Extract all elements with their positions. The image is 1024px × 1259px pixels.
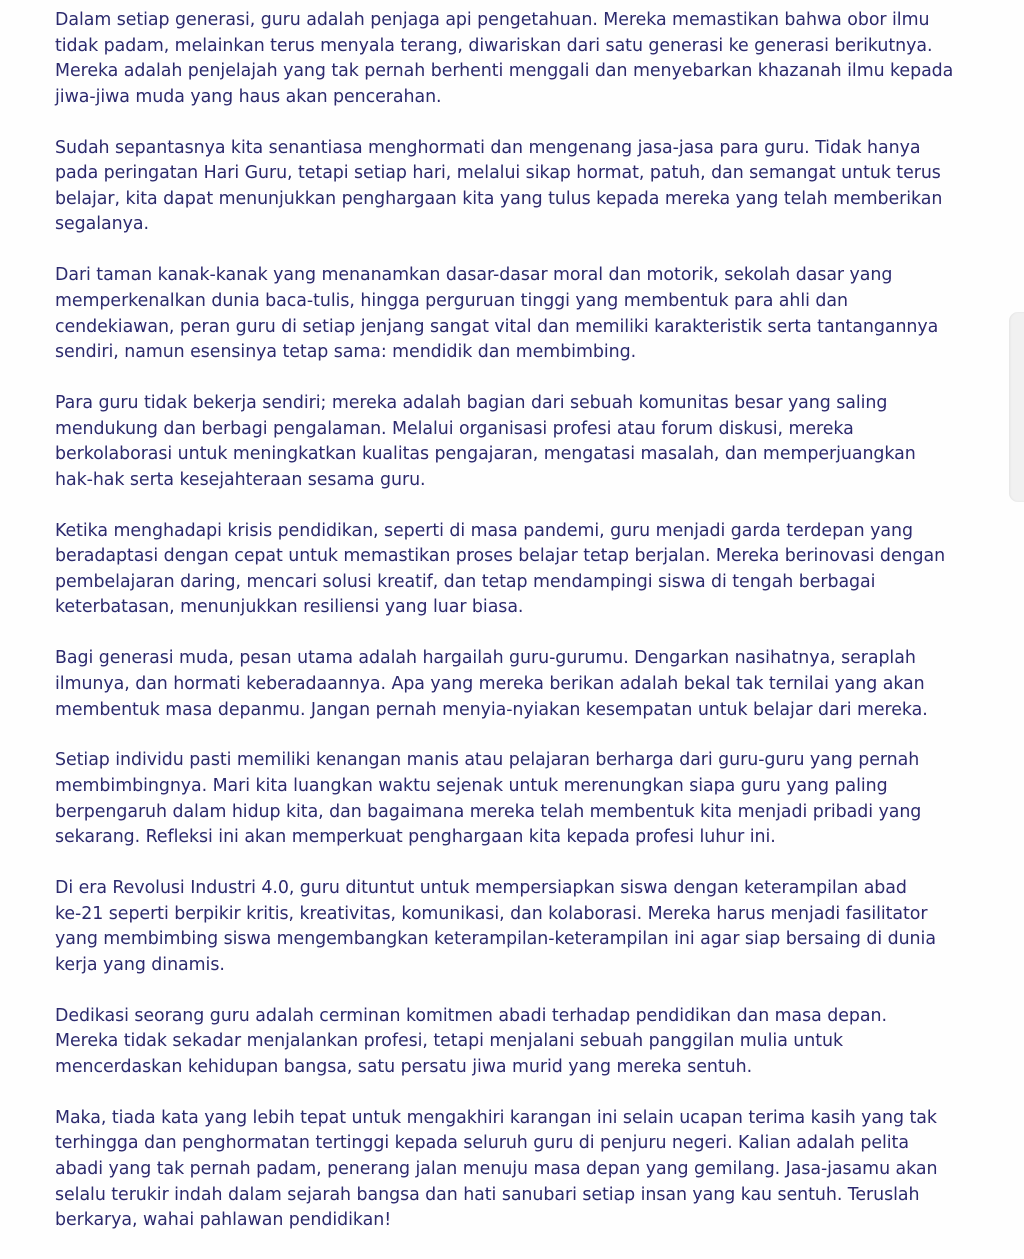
article-body	[55, 8, 990, 1259]
scroll-indicator[interactable]	[1009, 312, 1024, 502]
paragraph-8: Di era Revolusi Industri 4.0, guru dituntut untuk mempersiapkan siswa dengan keterampilan abad ke-21 seperti berpikir kritis, kreativitas, komunikasi, dan kolaborasi. Mereka harus menjadi fasilitator yang membimbing siswa mengembangkan keterampilan-keterampilan ini agar siap bersaing di dunia kerja yang dinamis.	[55, 878, 936, 975]
paragraph-2: Sudah sepantasnya kita senantiasa menghormati dan mengenang jasa-jasa para guru. Tidak hanya pada peringatan Hari Guru, tetapi setiap hari, melalui sikap hormat, patuh, dan semangat untuk terus belajar, kita dapat menunjukkan penghargaan kita yang tulus kepada mereka yang telah memberikan segalanya.	[55, 137, 943, 235]
paragraph-3: Dari taman kanak-kanak yang menanamkan dasar-dasar moral dan motorik, sekolah dasar yang memperkenalkan dunia baca-tulis, hingga perguruan tinggi yang membentuk para ahli dan cendekiawan, peran guru di setiap jenjang sangat vital dan memiliki karakteristik serta tantangannya sendiri, namun esensinya tetap sama: mendidik dan membimbing.	[55, 265, 939, 363]
paragraph-10: Maka, tiada kata yang lebih tepat untuk mengakhiri karangan ini selain ucapan terima kasih yang tak terhingga dan penghormatan tertinggi kepada seluruh guru di penjuru negeri. Kalian adalah pelita abadi yang tak pernah padam, penerang jalan menuju masa depan yang gemilang. Jasa-jasamu akan selalu terukir indah dalam sejarah bangsa dan hati sanubari setiap insan yang kau sentuh. Teruslah berkarya, wahai pahlawan pendidikan!	[55, 1107, 938, 1231]
paragraph-7: Setiap individu pasti memiliki kenangan manis atau pelajaran berharga dari guru-guru yang pernah membimbingnya. Mari kita luangkan waktu sejenak untuk merenungkan siapa guru yang paling berpengaruh dalam hidup kita, dan bagaimana mereka telah membentuk kita menjadi pribadi yang sekarang. Refleksi ini akan memperkuat penghargaan kita kepada profesi luhur ini.	[55, 750, 922, 848]
paragraph-1: Dalam setiap generasi, guru adalah penjaga api pengetahuan. Mereka memastikan bahwa obor ilmu tidak padam, melainkan terus menyala terang, diwariskan dari satu generasi ke generasi berikutnya. Mereka adalah penjelajah yang tak pernah berhenti menggali dan menyebarkan khazanah ilmu kepada jiwa-jiwa muda yang haus akan pencerahan.	[55, 10, 954, 107]
paragraph-4: Para guru tidak bekerja sendiri; mereka adalah bagian dari sebuah komunitas besar yang saling mendukung dan berbagi pengalaman. Melalui organisasi profesi atau forum diskusi, mereka berkolaborasi untuk meningkatkan kualitas pengajaran, mengatasi masalah, dan memperjuangkan hak-hak serta kesejahteraan sesama guru.	[55, 393, 916, 490]
paragraph-5: Ketika menghadapi krisis pendidikan, seperti di masa pandemi, guru menjadi garda terdepan yang beradaptasi dengan cepat untuk memastikan proses belajar tetap berjalan. Mereka berinovasi dengan pembelajaran daring, mencari solusi kreatif, dan tetap mendampingi siswa di tengah berbagai keterbatasan, menunjukkan resiliensi yang luar biasa.	[55, 520, 946, 618]
paragraph-6: Bagi generasi muda, pesan utama adalah hargailah guru-gurumu. Dengarkan nasihatnya, seraplah ilmunya, dan hormati keberadaannya. Apa yang mereka berikan adalah bekal tak ternilai yang akan membentuk masa depanmu. Jangan pernah menyia-nyiakan kesempatan untuk belajar dari mereka.	[55, 648, 928, 720]
paragraph-9: Dedikasi seorang guru adalah cerminan komitmen abadi terhadap pendidikan dan masa depan. Mereka tidak sekadar menjalankan profesi, tetapi menjalani sebuah panggilan mulia untuk mencerdaskan kehidupan bangsa, satu persatu jiwa murid yang mereka sentuh.	[55, 1005, 887, 1077]
